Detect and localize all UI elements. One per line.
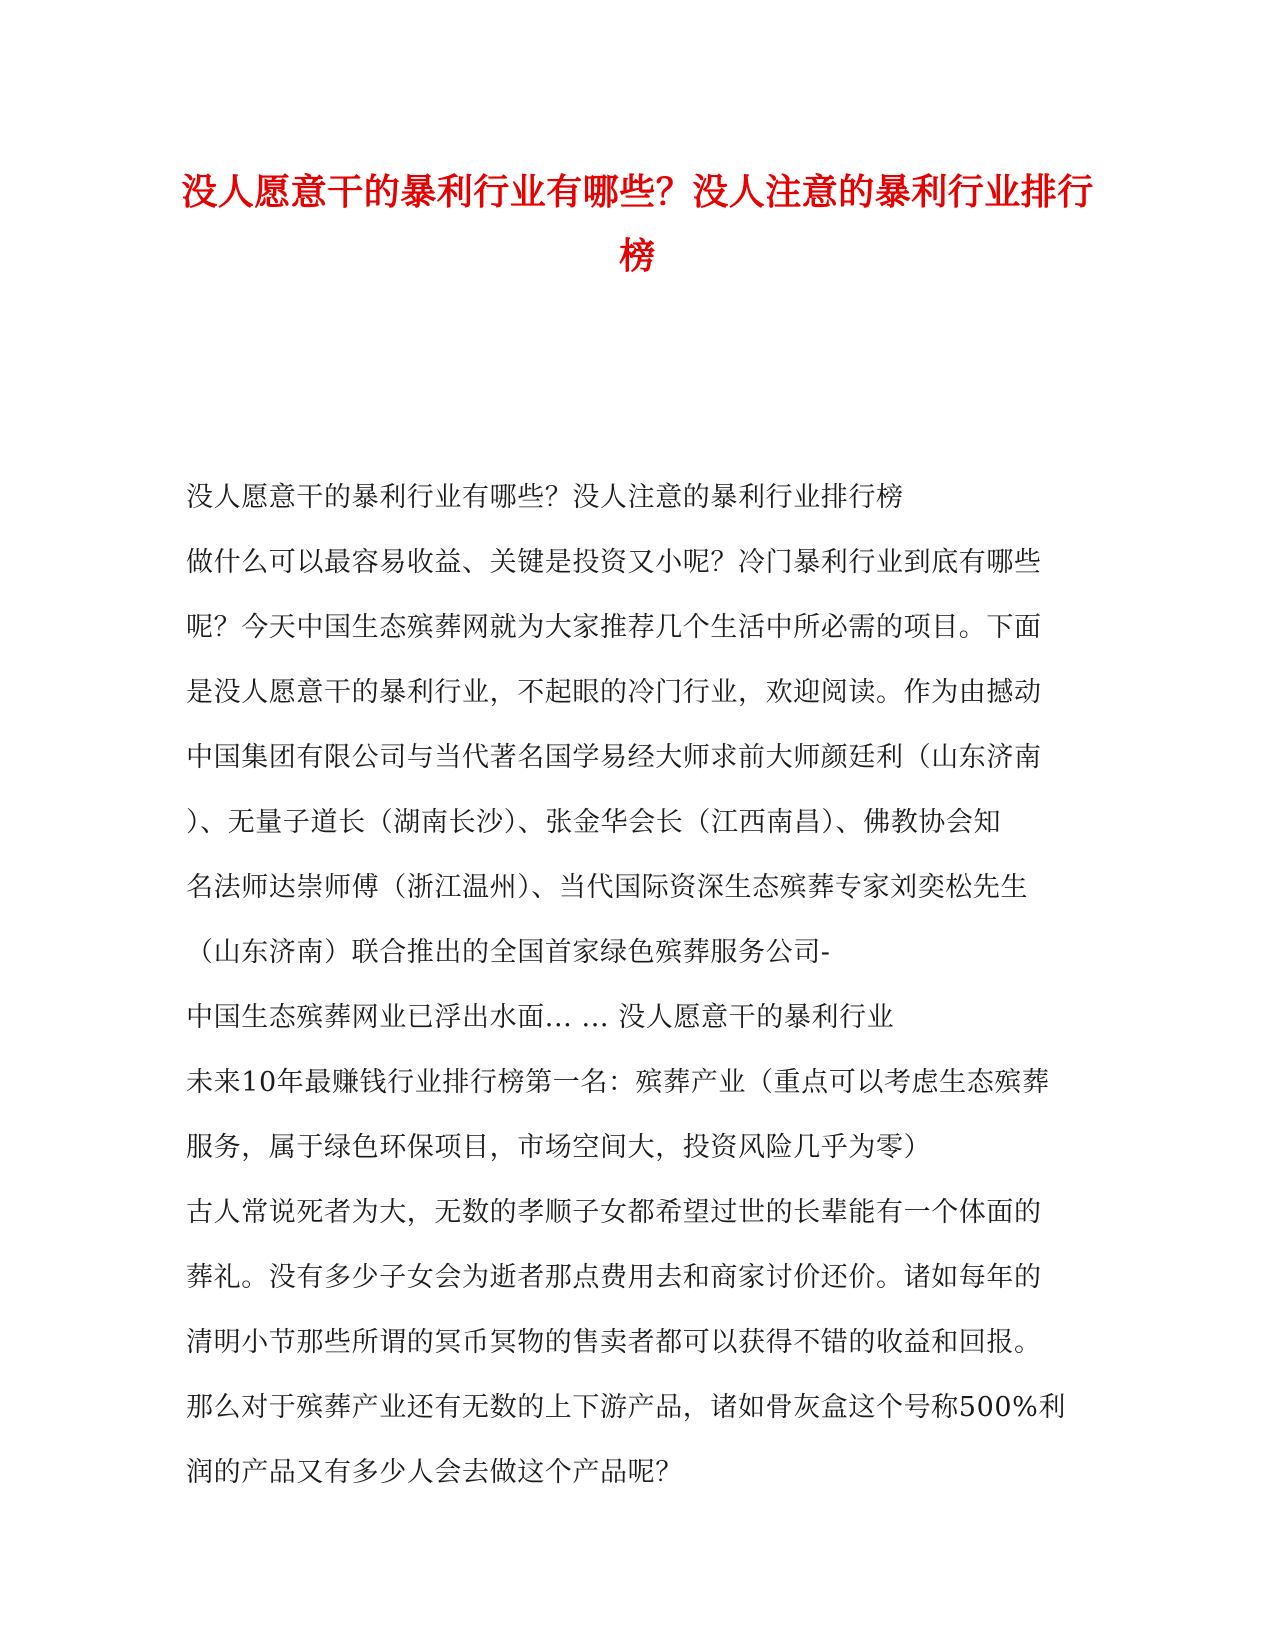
body-line-13: 葬礼。没有多少子女会为逝者那点费用去和商家讨价还价。诸如每年的: [186, 1262, 1042, 1293]
body-line-9: 中国生态殡葬网业已浮出水面... ... 没人愿意干的暴利行业: [186, 1002, 895, 1033]
body-line-2: 做什么可以最容易收益、关键是投资又小呢？冷门暴利行业到底有哪些: [186, 547, 1042, 578]
body-line-14: 清明小节那些所谓的冥币冥物的售卖者都可以获得不错的收益和回报。: [186, 1327, 1042, 1358]
body-line-11: 服务，属于绿色环保项目，市场空间大，投资风险几乎为零）: [186, 1132, 932, 1163]
body-line-7: 名法师达崇师傅（浙江温州）、当代国际资深生态殡葬专家刘奕松先生: [186, 872, 1029, 903]
body-line-10: 未来10年最赚钱行业排行榜第一名：殡葬产业（重点可以考虑生态殡葬: [186, 1067, 1050, 1098]
body-line-4: 是没人愿意干的暴利行业，不起眼的冷门行业，欢迎阅读。作为由撼动: [186, 677, 1042, 708]
body-line-8: （山东济南）联合推出的全国首家绿色殡葬服务公司-: [186, 937, 831, 968]
document-title: 没人愿意干的暴利行业有哪些？没人注意的暴利行业排行榜: [181, 171, 1094, 277]
body-line-15: 那么对于殡葬产业还有无数的上下游产品，诸如骨灰盒这个号称500%利: [186, 1392, 1066, 1423]
body-line-3: 呢？今天中国生态殡葬网就为大家推荐几个生活中所必需的项目。下面: [186, 612, 1042, 643]
body-line-16: 润的产品又有多少人会去做这个产品呢？: [186, 1457, 683, 1488]
body-line-5: 中国集团有限公司与当代著名国学易经大师求前大师颜廷利（山东济南: [186, 742, 1042, 773]
body-line-6: ）、无量子道长（湖南长沙）、张金华会长（江西南昌）、佛教协会知: [186, 807, 1002, 838]
body-line-1: 没人愿意干的暴利行业有哪些？没人注意的暴利行业排行榜: [186, 482, 904, 513]
document-body: [186, 465, 1086, 1505]
body-line-12: 古人常说死者为大，无数的孝顺子女都希望过世的长辈能有一个体面的: [186, 1197, 1042, 1228]
